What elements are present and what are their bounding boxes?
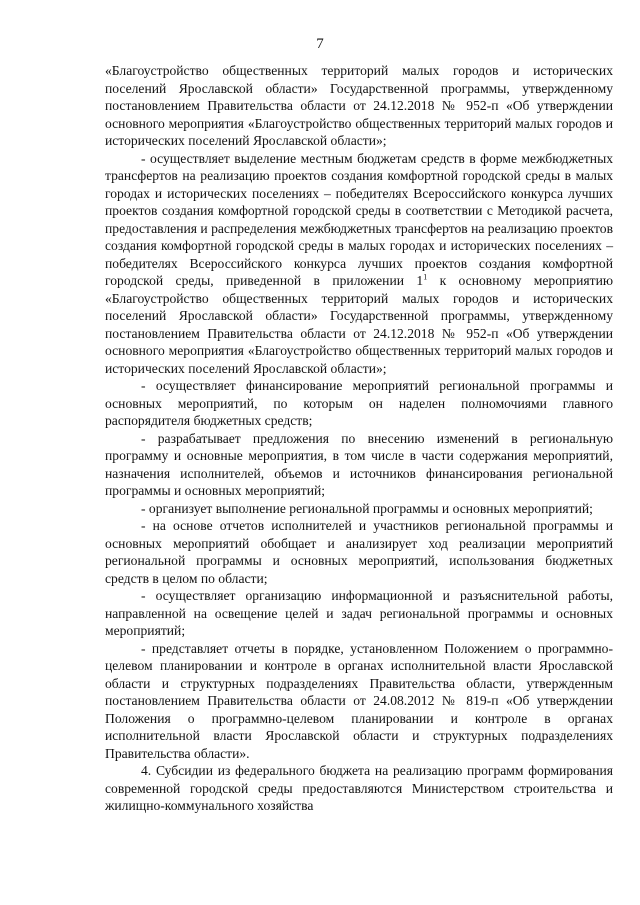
- paragraph-3: - осуществляет финансирование мероприятий региональной программы и основных мероприятий, по которым он наделен полномочиями главного распорядителя бюджетных средств;: [105, 378, 613, 428]
- paragraph-5: - организует выполнение региональной программы и основных мероприятий;: [141, 500, 593, 516]
- paragraph-7: - осуществляет организацию информационной и разъяснительной работы, направленной на освещение целей и задач региональной программы и основных мероприятий;: [105, 588, 613, 638]
- paragraph-1: «Благоустройство общественных территорий малых городов и исторических поселений Ярославской области» Государственной программы, утвержденному постановлением Правительства области от 24.12.2018 № 952-п «Об утверждении основного мероприятия «Благоустройство общественных территорий малых городов и исторических поселений Ярославской области»;: [105, 63, 613, 148]
- paragraph-9: 4. Субсидии из федерального бюджета на реализацию программ формирования современной городской среды предоставляются Министерством строительства и жилищно-коммунального хозяйства: [105, 763, 613, 813]
- appendix-superscript: 1: [423, 272, 428, 282]
- paragraph-2-tail: к основному мероприятию «Благоустройство общественных территорий малых городов и исторических поселений Ярославской области» Государственной программы, утвержденному постановлением Правительства области от 24.12.2018 № 952-п «Об утверждении основного мероприятия «Благоустройство общественных территорий малых городов и исторических поселений Ярославской области»;: [105, 273, 613, 376]
- paragraph-8: - представляет отчеты в порядке, установленном Положением о программно-целевом планировании и контроле в органах исполнительной власти Ярославской области и структурных подразделениях Правительства области, утвержденным постановлением Правительства области от 24.08.2012 № 819-п «Об утверждении Положения о программно-целевом планировании и контроле в органах исполнительной власти Ярославской области и структурных подразделениях Правительства области».: [105, 640, 613, 761]
- page-number: 7: [316, 36, 324, 52]
- paragraph-2: [105, 150, 613, 378]
- paragraph-2-text: - осуществляет выделение местным бюджетам средств в форме межбюджетных трансфертов на реализацию проектов создания комфортной городской среды в малых городах и исторических поселениях – победителях Всероссийского конкурса лучших проектов создания комфортной городской среды в соответствии с Методикой расчета, предоставления и распределения межбюджетных трансфертов на реализацию проектов создания комфортной городской среды в малых городах и исторических поселениях – победителях Всероссийского конкурса лучших проектов создания комфортной городской среды, приведенной в приложении 1: [105, 150, 613, 288]
- paragraph-6: - на основе отчетов исполнителей и участников региональной программы и основных мероприятий обобщает и анализирует ход реализации мероприятий региональной программы и основных мероприятий, использования бюджетных средств в целом по области;: [105, 518, 613, 586]
- document-body: [105, 62, 613, 815]
- paragraph-4: - разрабатывает предложения по внесению изменений в региональную программу и основные мероприятия, в том числе в части содержания мероприятий, назначения исполнителей, объемов и источников финансирования региональной программы и основных мероприятий;: [105, 430, 613, 498]
